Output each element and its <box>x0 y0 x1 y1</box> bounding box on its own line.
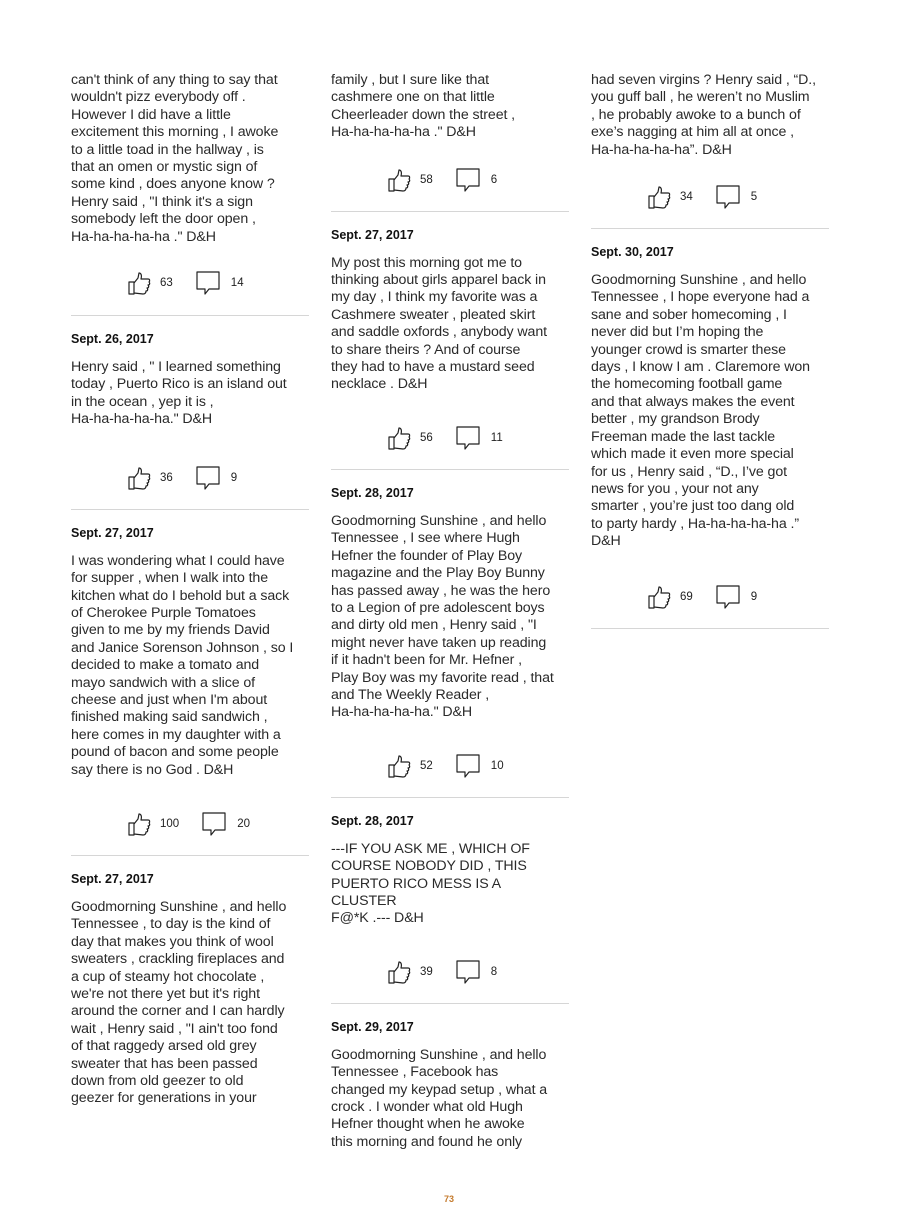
thumbs-up-icon <box>126 811 152 837</box>
comment-count: 5 <box>750 191 758 204</box>
post-date: Sept. 26, 2017 <box>71 332 154 347</box>
comment-count: 8 <box>490 965 498 978</box>
comment-bubble-icon <box>195 270 221 296</box>
reaction-bar <box>71 465 309 491</box>
column-1 <box>71 72 309 1108</box>
thumbs-up-icon <box>646 584 672 610</box>
post-text: Henry said , " I learned something today , Puerto Rico is an island out in the ocean , yep it is , Ha-ha-ha-ha-ha." D&H <box>71 359 287 428</box>
like-count: 34 <box>680 191 693 204</box>
like-button[interactable] <box>646 184 693 210</box>
post-divider <box>591 228 829 229</box>
reaction-bar <box>331 959 569 985</box>
comment-bubble-icon <box>195 465 221 491</box>
post-divider <box>71 855 309 856</box>
like-button[interactable] <box>646 584 693 610</box>
post-date: Sept. 27, 2017 <box>71 525 154 540</box>
reaction-bar <box>591 584 829 610</box>
like-count: 39 <box>420 965 433 978</box>
post-text: can't think of any thing to say that wouldn't pizz everybody off . However I did have a little excitement this morning , I awoke to a little toad in the hallway , is that an omen or mystic sign of some kind , does anyone know ? Henry said , "I think it's a sign somebody left the door open , Ha-ha-ha-ha-ha ." D&H <box>71 72 279 245</box>
post-date: Sept. 30, 2017 <box>591 245 674 260</box>
post-date: Sept. 29, 2017 <box>331 1019 414 1034</box>
reaction-bar <box>71 270 309 296</box>
comment-bubble-icon <box>201 811 227 837</box>
post-divider <box>331 211 569 212</box>
post-date: Sept. 27, 2017 <box>71 871 154 886</box>
comment-count: 14 <box>230 277 244 290</box>
like-button[interactable] <box>386 167 433 193</box>
reaction-bar <box>331 753 569 779</box>
post-text: ---IF YOU ASK ME , WHICH OF COURSE NOBODY DID , THIS PUERTO RICO MESS IS A CLUSTER F@*K .--- D&H <box>331 840 530 927</box>
reaction-bar <box>331 167 569 193</box>
comment-button[interactable] <box>455 959 497 985</box>
post-text: Goodmorning Sunshine , and hello Tennessee , to day is the kind of day that makes you think of wool sweaters , crackling fireplaces and a cup of steamy hot chocolate , we're not there yet but it's right around the corner and I can hardly wait , Henry said , "I ain't too fond of that raggedy arsed old grey sweater that has been passed down from old geezer to old geezer for generations in your <box>71 898 287 1107</box>
post-text: family , but I sure like that cashmere one on that little Cheerleader down the street , Ha-ha-ha-ha-ha ." D&H <box>331 72 516 141</box>
comment-bubble-icon <box>715 184 741 210</box>
post-date: Sept. 27, 2017 <box>331 227 414 242</box>
post-divider <box>71 509 309 510</box>
post-divider <box>331 797 569 798</box>
page-number: 73 <box>443 1194 454 1204</box>
comment-bubble-icon <box>455 425 481 451</box>
like-count: 52 <box>420 759 433 772</box>
comment-count: 11 <box>490 431 503 444</box>
thumbs-up-icon <box>646 184 672 210</box>
comment-button[interactable] <box>195 270 244 296</box>
like-count: 63 <box>160 277 173 290</box>
comment-button[interactable] <box>201 811 250 837</box>
column-3 <box>591 72 829 629</box>
post-text: Goodmorning Sunshine , and hello Tennessee , Facebook has changed my keypad setup , what a crock . I wonder what old Hugh Hefner thought when he awoke this morning and found he only <box>331 1046 548 1150</box>
comment-count: 9 <box>750 590 758 603</box>
comment-bubble-icon <box>455 753 481 779</box>
like-count: 100 <box>160 817 180 830</box>
thumbs-up-icon <box>386 959 412 985</box>
post-divider <box>331 469 569 470</box>
comment-bubble-icon <box>715 584 741 610</box>
post-divider <box>71 315 309 316</box>
comment-button[interactable] <box>455 425 503 451</box>
comment-count: 6 <box>490 173 498 186</box>
comment-button[interactable] <box>715 184 757 210</box>
thumbs-up-icon <box>386 753 412 779</box>
post-date: Sept. 28, 2017 <box>331 813 414 828</box>
like-count: 58 <box>420 173 433 186</box>
like-button[interactable] <box>126 465 173 491</box>
reaction-bar <box>71 811 309 837</box>
post-text: Goodmorning Sunshine , and hello Tennessee , I hope everyone had a sane and sober homecoming , I never did but I’m hoping the younger crowd is smarter these days , I know I am . Claremore won the homecoming football game and that always makes the event better , my grandson Brody Freeman made the last tackle which made it even more special for us , Henry said , “D., I’ve got news for you , your not any smarter , you’re just too dang old to party hardy , Ha-ha-ha-ha-ha .” D&H <box>591 272 810 550</box>
comment-bubble-icon <box>455 959 481 985</box>
post-text: had seven virgins ? Henry said , “D., you guff ball , he weren’t no Muslim , he probably awoke to a bunch of exe’s nagging at him all at once , Ha-ha-ha-ha-ha”. D&H <box>591 72 816 158</box>
like-button[interactable] <box>386 959 433 985</box>
thumbs-up-icon <box>126 465 152 491</box>
comment-button[interactable] <box>715 584 757 610</box>
comment-count: 20 <box>237 817 250 830</box>
thumbs-up-icon <box>386 425 412 451</box>
like-button[interactable] <box>126 811 179 837</box>
like-button[interactable] <box>386 425 433 451</box>
comment-count: 10 <box>490 759 504 772</box>
comment-button[interactable] <box>195 465 237 491</box>
thumbs-up-icon <box>386 167 412 193</box>
post-divider <box>331 1003 569 1004</box>
comment-count: 9 <box>230 471 238 484</box>
post-divider <box>591 628 829 629</box>
comment-button[interactable] <box>455 167 497 193</box>
like-button[interactable] <box>386 753 433 779</box>
post-text: I was wondering what I could have for supper , when I walk into the kitchen what do I behold but a sack of Cherokee Purple Tomatoes given to me by my friends David and Janice Sorenson Johnson , so I decided to make a tomato and mayo sandwich with a slice of cheese and just when I'm about finished making said sandwich , here comes in my daughter with a pound of bacon and some people say there is no God . D&H <box>71 552 294 778</box>
like-count: 56 <box>420 431 433 444</box>
comment-bubble-icon <box>455 167 481 193</box>
thumbs-up-icon <box>126 270 152 296</box>
reaction-bar <box>591 184 829 210</box>
post-text: Goodmorning Sunshine , and hello Tennessee , I see where Hugh Hefner the founder of Play Boy magazine and the Play Boy Bunny has passed away , he was the hero to a Legion of pre adolescent boys and dirty old men , Henry said , "I might never have taken up reading if it hadn't been for Mr. Hefner , Play Boy was my favorite read , that and The Weekly Reader , Ha-ha-ha-ha-ha." D&H <box>331 512 554 721</box>
comment-button[interactable] <box>455 753 504 779</box>
like-count: 36 <box>160 471 173 484</box>
like-button[interactable] <box>126 270 173 296</box>
column-2 <box>331 72 569 1151</box>
post-date: Sept. 28, 2017 <box>331 485 414 500</box>
post-text: My post this morning got me to thinking about girls apparel back in my day , I think my favorite was a Cashmere sweater , pleated skirt and saddle oxfords , anybody want to share theirs ? And of course they had to have a mustard seed necklace . D&H <box>331 254 547 393</box>
reaction-bar <box>331 425 569 451</box>
like-count: 69 <box>680 590 693 603</box>
